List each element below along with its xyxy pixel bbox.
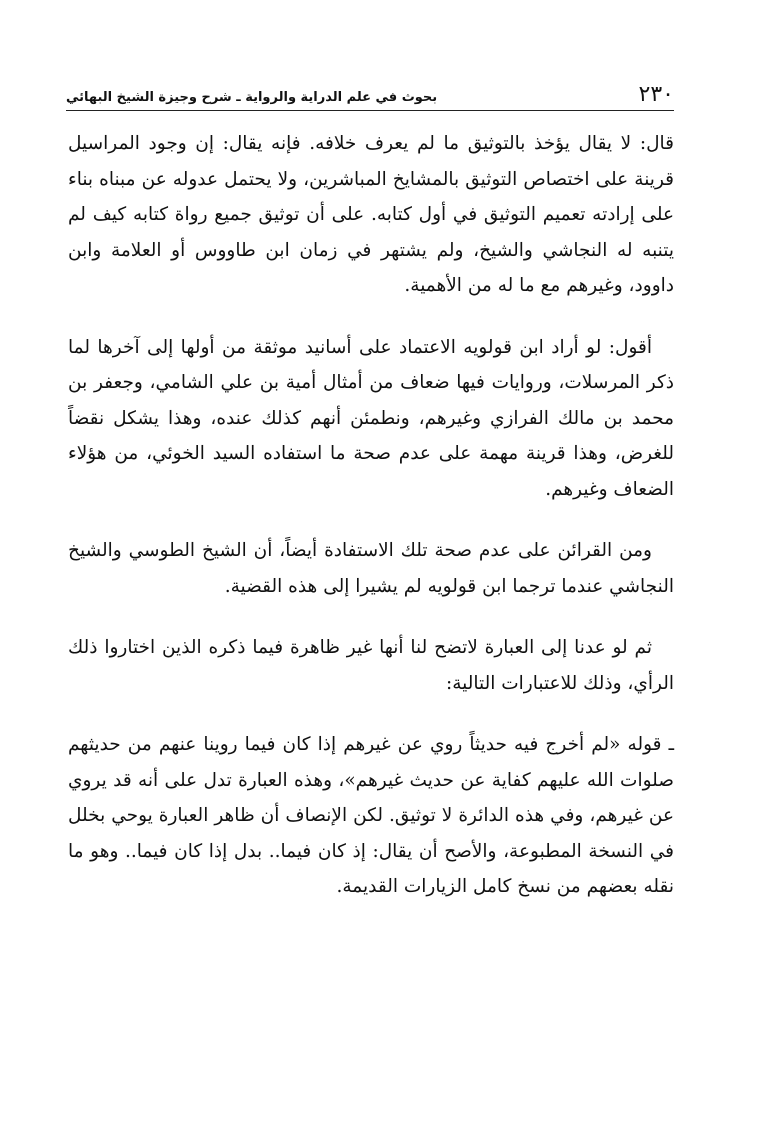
header-divider: [66, 110, 674, 111]
paragraph-1: قال: لا يقال يؤخذ بالتوثيق ما لم يعرف خلافه. فإنه يقال: إن وجود المراسيل قرينة على اختصاص التوثيق بالمشايخ المباشرين، ولا يحتمل عدوله عن مبناه بناء على إرادته تعميم التوثيق في أول كتابه. على أن توثيق جميع رواة كتابه كيف لم يتنبه له النجاشي والشيخ، ولم يشتهر في زمان ابن طاووس أو العلامة وابن داوود، وغيرهم مع ما له من الأهمية.: [68, 133, 674, 296]
paragraph-3: ومن القرائن على عدم صحة تلك الاستفادة أيضاً، أن الشيخ الطوسي والشيخ النجاشي عندما ترجما ابن قولويه لم يشيرا إلى هذه القضية.: [68, 540, 674, 597]
paragraph-5: ـ قوله «لم أخرج فيه حديثاً روي عن غيرهم إذا كان فيما روينا عنهم من حديثهم صلوات الله عليهم كفاية عن حديث غيرهم»، وهذه العبارة تدل على أنه قد يروي عن غيرهم، وفي هذه الدائرة لا توثيق. لكن الإنصاف أن ظاهر العبارة يوحي بخلل في النسخة المطبوعة، والأصح أن يقال: إذ كان فيما.. بدل إذا كان فيما.. وهو ما نقله بعضهم من نسخ كامل الزيارات القديمة.: [68, 734, 674, 897]
running-title: بحوث في علم الدراية والرواية ـ شرح وجيزة الشيخ البهائي: [66, 90, 438, 105]
page-header: [66, 72, 674, 108]
paragraph-4: ثم لو عدنا إلى العبارة لاتضح لنا أنها غير ظاهرة فيما ذكره الذين اختاروا ذلك الرأي، وذلك للاعتبارات التالية:: [68, 637, 674, 694]
page-number: ٢٣٠: [638, 82, 674, 107]
paragraph-2: أقول: لو أراد ابن قولويه الاعتماد على أسانيد موثقة من أولها إلى آخرها لما ذكر المرسلات، وروايات فيها ضعاف من أمثال أمية بن علي الشامي، وجعفر بن محمد بن مالك الفرازي وغيرهم، ونطمئن أنهم كذلك عنده، وهذا يشكل نقضاً للغرض، وهذا قرينة مهمة على عدم صحة ما استفاده السيد الخوئي، من هؤلاء الضعاف وغيرهم.: [68, 336, 674, 500]
body-text: [68, 126, 674, 931]
